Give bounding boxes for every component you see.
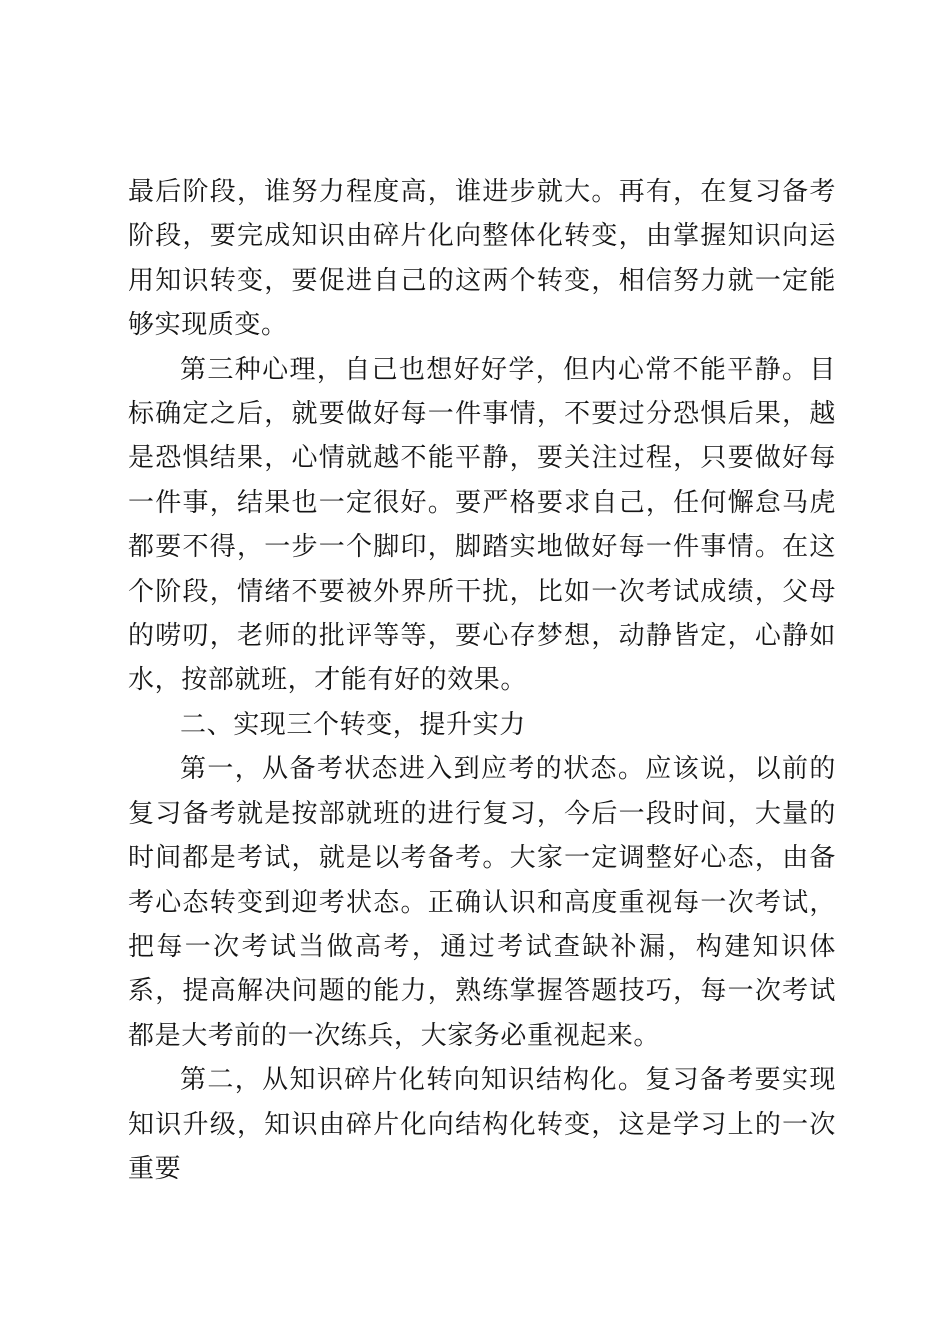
paragraph-third-mindset: 第三种心理，自己也想好好学，但内心常不能平静。目标确定之后，就要做好每一件事情，不要过分恐惧后果，越是恐惧结果，心情就越不能平静，要关注过程，只要做好每一件事，结果也一定很好。要严格要求自己，任何懈怠马虎都要不得，一步一个脚印，脚踏实地做好每一件事情。在这个阶段，情绪不要被外界所干扰，比如一次考试成绩，父母的唠叨，老师的批评等等，要心存梦想，动静皆定，心静如水，按部就班，才能有好的效果。 [128,354,836,696]
document-body [128,170,836,1191]
paragraph-second-transition: 第二，从知识碎片化转向知识结构化。复习备考要实现知识升级，知识由碎片化向结构化转变，这是学习上的一次重要 [128,1065,836,1184]
paragraph-first-transition: 第一，从备考状态进入到应考的状态。应该说，以前的复习备考就是按部就班的进行复习，今后一段时间，大量的时间都是考试，就是以考备考。大家一定调整好心态，由备考心态转变到迎考状态。正确认识和高度重视每一次考试，把每一次考试当做高考，通过考试查缺补漏，构建知识体系，提高解决问题的能力，熟练掌握答题技巧，每一次考试都是大考前的一次练兵，大家务必重视起来。 [128,754,836,1051]
section-heading: 二、实现三个转变，提升实力 [180,709,526,740]
paragraph-continuation: 最后阶段，谁努力程度高，谁进步就大。再有，在复习备考阶段，要完成知识由碎片化向整体化转变，由掌握知识向运用知识转变，要促进自己的这两个转变，相信努力就一定能够实现质变。 [128,177,836,341]
